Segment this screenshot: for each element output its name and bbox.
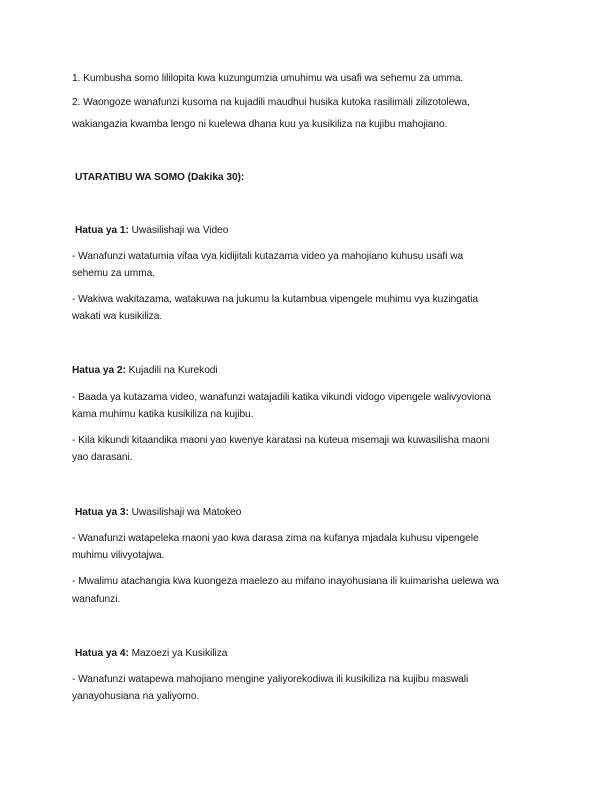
intro-item-2-line-2: wakiangazia kwamba lengo ni kuelewa dhana kuu ya kusikiliza na kujibu mahojiano.	[72, 119, 448, 130]
step-1-label: Hatua ya 1:	[75, 225, 129, 236]
step-3-title: Uwasilishaji wa Matokeo	[128, 507, 242, 518]
step-4-bullet-1-line-2: yanayohusiana na yaliyomo.	[72, 691, 200, 702]
step-2-bullet-2-line-2: yao darasani.	[72, 452, 133, 463]
step-4-bullet-1-line-1: - Wanafunzi watapewa mahojiano mengine yaliyorekodiwa ili kusikiliza na kujibu maswali	[72, 674, 469, 685]
step-2-title: Kujadili na Kurekodi	[125, 365, 218, 376]
step-1-bullet-1-line-2: sehemu za umma.	[72, 268, 156, 279]
step-3-label: Hatua ya 3:	[75, 507, 129, 518]
step-2-bullet-1-line-2: kama muhimu katika kusikiliza na kujibu.	[72, 409, 254, 420]
step-3-bullet-1-line-2: muhimu vilivyotajwa.	[72, 550, 165, 561]
step-1-heading	[75, 224, 228, 237]
step-3-bullet-1-line-1: - Wanafunzi watapeleka maoni yao kwa darasa zima na kufanya mjadala kuhusu vipengele	[72, 533, 479, 544]
intro-item-2-line-1: 2. Waongoze wanafunzi kusoma na kujadili maudhui husika kutoka rasilimali zilizotolewa,	[72, 97, 470, 108]
step-2-bullet-2-line-1: - Kila kikundi kitaandika maoni yao kwenye karatasi na kuteua msemaji wa kuwasilisha maoni	[72, 435, 490, 446]
step-1-bullet-1-line-1: - Wanafunzi watatumia vifaa vya kidijitali kutazama video ya mahojiano kuhusu usafi wa	[72, 251, 464, 262]
step-2-bullet-1-line-1: - Baada ya kutazama video, wanafunzi watajadili katika vikundi vidogo vipengele walivyoviona	[72, 392, 491, 403]
step-3-bullet-2-line-2: wanafunzi.	[72, 594, 121, 605]
step-2-heading	[72, 364, 218, 377]
step-3-bullet-2-line-1: - Mwalimu atachangia kwa kuongeza maelezo au mifano inayohusiana ili kuimarisha uelewa wa	[72, 576, 500, 587]
step-1-bullet-2-line-2: wakati wa kusikiliza.	[72, 311, 163, 322]
step-1-title: Uwasilishaji wa Video	[128, 225, 229, 236]
step-2-label: Hatua ya 2:	[72, 365, 126, 376]
step-3-heading	[75, 506, 241, 519]
step-4-label: Hatua ya 4:	[75, 648, 129, 659]
intro-item-1: 1. Kumbusha somo lililopita kwa kuzungumzia umuhimu wa usafi wa sehemu za umma.	[72, 73, 464, 84]
procedure-heading: UTARATIBU WA SOMO (Dakika 30):	[75, 172, 245, 183]
step-4-heading	[75, 647, 227, 660]
step-4-title: Mazoezi ya Kusikiliza	[128, 648, 228, 659]
step-1-bullet-2-line-1: - Wakiwa wakitazama, watakuwa na jukumu la kutambua vipengele muhimu vya kuzingatia	[72, 294, 478, 305]
